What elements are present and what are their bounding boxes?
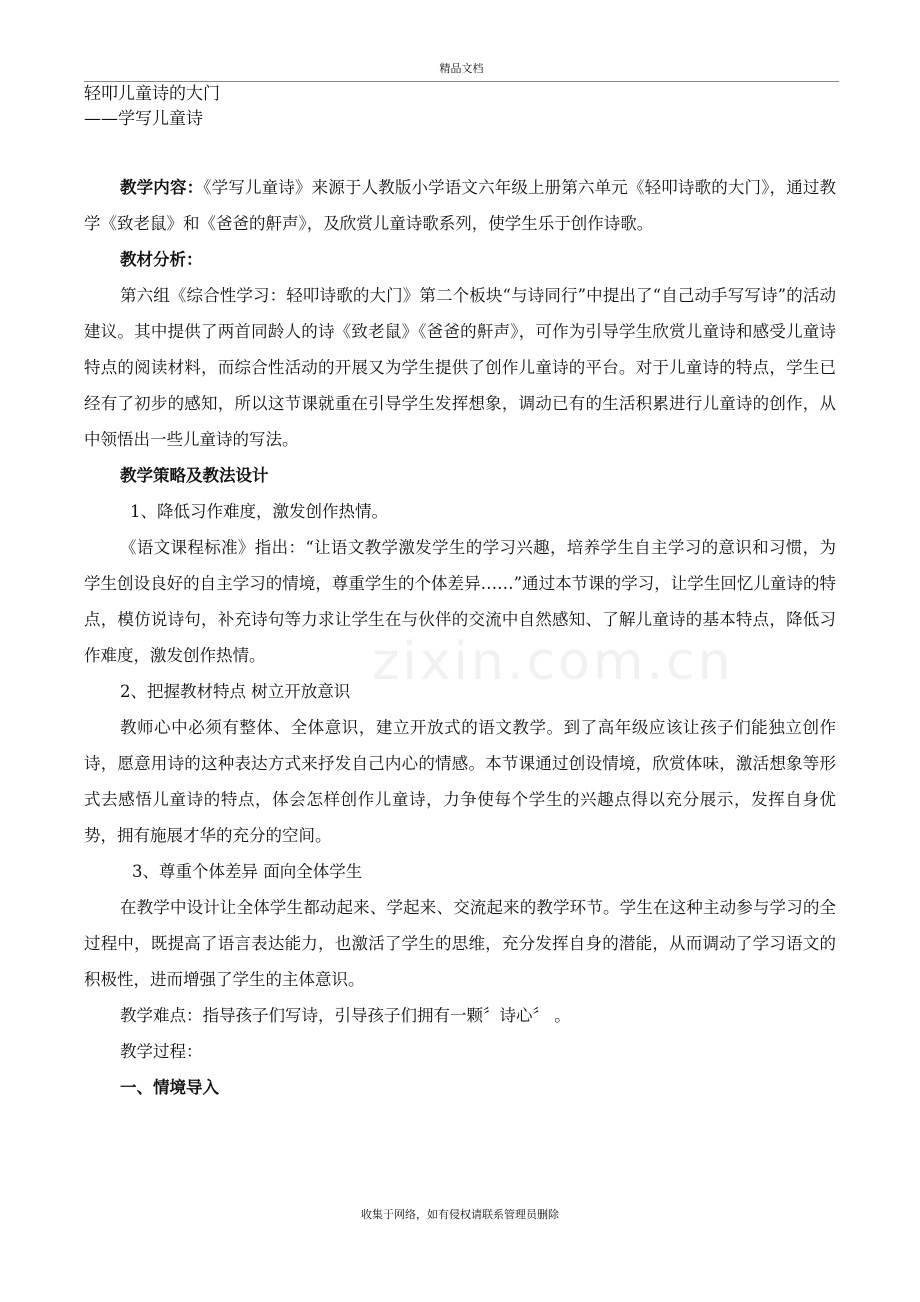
strategy-item-3-text: 在教学中设计让全体学生都动起来、学起来、交流起来的教学环节。学生在这种主动参与学习的全过程中，既提高了语言表达能力，也激活了学生的思维，充分发挥自身的潜能，从而调动了学习语文的积极性，进而增强了学生的主体意识。	[84, 898, 836, 989]
document-subtitle: ——学写儿童诗	[84, 109, 203, 129]
strategy-item-2-title: 2、把握教材特点 树立开放意识	[120, 682, 351, 701]
teaching-process-label: 教学过程：	[120, 1042, 203, 1061]
teaching-content-text: 《学写儿童诗》来源于人教版小学语文六年级上册第六单元《轻叩诗歌的大门》，通过教学《致老鼠》和《爸爸的鼾声》，及欣赏儿童诗歌系列，使学生乐于创作诗歌。	[84, 178, 837, 233]
page-footer: 收集于网络，如有侵权请联系管理员删除	[361, 1208, 559, 1221]
document-body	[84, 170, 836, 1106]
teaching-difficulty: 教学难点：指导孩子们写诗，引导孩子们拥有一颗〞诗心〞 。	[120, 1006, 571, 1025]
document-title: 轻叩儿童诗的大门	[84, 84, 220, 104]
page-header: 精品文档	[84, 62, 839, 82]
teaching-content-label: 教学内容：	[120, 178, 204, 197]
teaching-content-paragraph	[84, 170, 836, 242]
analysis-text: 第六组《综合性学习：轻叩诗歌的大门》第二个板块“与诗同行”中提出了“自己动手写写诗”的活动建议。其中提供了两首同龄人的诗《致老鼠》《爸爸的鼾声》，可作为引导学生欣赏儿童诗和感受儿童诗特点的阅读材料，而综合性活动的开展又为学生提供了创作儿童诗的平台。对于儿童诗的特点，学生已经有了初步的感知，所以这节课就重在引导学生发挥想象，调动已有的生活积累进行儿童诗的创作，从中领悟出一些儿童诗的写法。	[84, 286, 836, 449]
section-1-heading: 一、情境导入	[120, 1078, 219, 1097]
strategy-item-1-text: 《语文课程标准》指出：“让语文教学激发学生的学习兴趣，培养学生自主学习的意识和习惯，为学生创设良好的自主学习的情境，尊重学生的个体差异……”通过本节课的学习，让学生回忆儿童诗的特点，模仿说诗句，补充诗句等力求让学生在与伙伴的交流中自然感知、了解儿童诗的基本特点，降低习作难度，激发创作热情。	[84, 538, 836, 665]
strategy-item-3-title: 3、尊重个体差异 面向全体学生	[132, 862, 363, 881]
strategy-item-1-title: 1、降低习作难度，激发创作热情。	[130, 502, 388, 521]
analysis-label: 教材分析：	[120, 250, 203, 269]
strategy-item-2-text: 教师心中必须有整体、全体意识，建立开放式的语文教学。到了高年级应该让孩子们能独立创作诗，愿意用诗的这种表达方式来抒发自己内心的情感。本节课通过创设情境，欣赏体味，激活想象等形式去感悟儿童诗的特点，体会怎样创作儿童诗，力争使每个学生的兴趣点得以充分展示，发挥自身优势，拥有施展才华的充分的空间。	[84, 718, 836, 845]
watermark: zixin.com.cn	[372, 632, 734, 692]
strategy-heading: 教学策略及教法设计	[120, 466, 269, 485]
